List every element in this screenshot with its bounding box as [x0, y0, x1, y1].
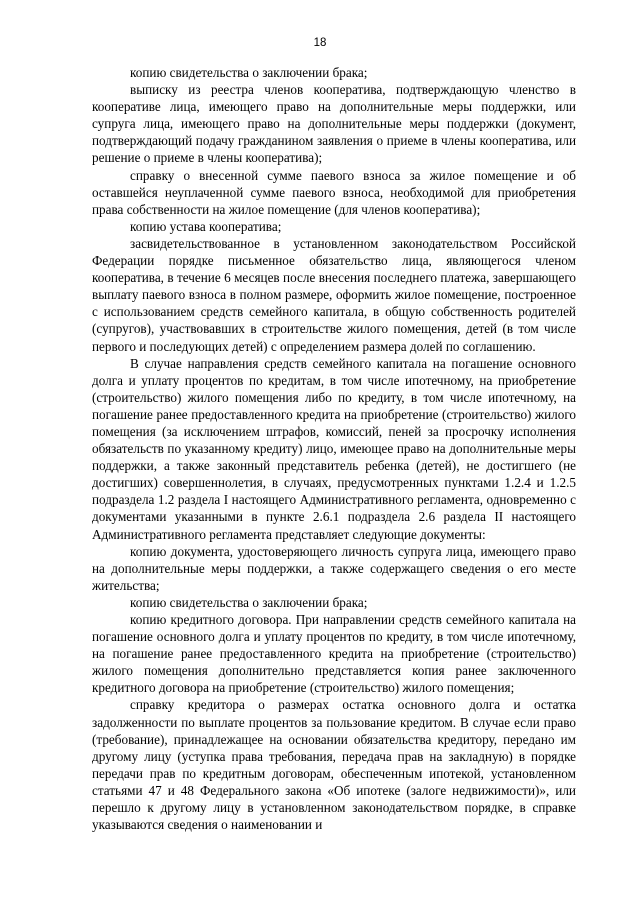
paragraph: В случае направления средств семейного капитала на погашение основного долга и уплату процентов по кредитам, в том числе ипотечному, на приобретение (строительство) жилого помещения либо по кредиту, в том числе ипотечному, на погашение ранее предоставленного кредита на приобретение (строительство) жилого помещения (за исключением штрафов, комиссий, пеней за просрочку исполнения обязательств по указанному кредиту) лицо, имеющее право на дополнительные меры поддержки, а также законный представитель ребенка (детей), не достигшего (не достигших) совершеннолетия, в случаях, предусмотренных пунктами 1.2.4 и 1.2.5 подраздела 1.2 раздела I настоящего Административного регламента, одновременно с документами указанными в пункте 2.6.1 подраздела 2.6 раздела II настоящего Административного регламента представляет следующие документы: [92, 355, 576, 542]
paragraph: справку кредитора о размерах остатка основного долга и остатка задолженности по выплате процентов за пользование кредитом. В случае если право (требование), принадлежащее на основании обязательства кредитору, передано им другому лицу (уступка права требования, передача прав на закладную) в порядке передачи прав по кредитным договорам, обеспеченным ипотекой, установленном статьями 47 и 48 Федерального закона «Об ипотеке (залоге недвижимости)», или перешло к другому лицу в установленном законодательством порядке, в справке указываются сведения о наименовании и [92, 697, 576, 833]
paragraph: справку о внесенной сумме паевого взноса за жилое помещение и об оставшейся неуплаченной сумме паевого взноса, необходимой для приобретения права собственности на жилое помещение (для членов кооператива); [92, 167, 576, 217]
paragraph: копию устава кооператива; [130, 218, 282, 234]
document-body [92, 64, 576, 833]
paragraph: копию свидетельства о заключении брака; [130, 594, 368, 610]
paragraph: выписку из реестра членов кооператива, подтверждающую членство в кооперативе лица, имеющего право на дополнительные меры поддержки, или супруга лица, имеющего право на дополнительные меры поддержки (документ, подтверждающий подачу гражданином заявления о приеме в члены кооператива, или решение о приеме в члены кооператива); [92, 82, 576, 166]
paragraph: копию кредитного договора. При направлении средств семейного капитала на погашение основного долга и уплату процентов по кредиту, в том числе ипотечному, на погашение ранее предоставленного кредита на приобретение (строительство) жилого помещения дополнительно представляется копия ранее заключенного кредитного договора на приобретение (строительство) жилого помещения; [92, 612, 576, 696]
page-number: 18 [313, 37, 327, 49]
paragraph: копию документа, удостоверяющего личность супруга лица, имеющего право на дополнительные меры поддержки, а также содержащего сведения о его месте жительства; [92, 543, 576, 593]
paragraph: копию свидетельства о заключении брака; [130, 65, 368, 80]
paragraph: засвидетельствованное в установленном законодательством Российской Федерации порядке письменное обязательство лица, являющегося членом кооператива, в течение 6 месяцев после внесения последнего платежа, завершающего выплату паевого взноса в полном размере, оформить жилое помещение, построенное с использованием средств семейного капитала, в общую собственность родителей (супругов), участвовавших в строительстве жилого помещения, детей (в том числе первого и последующих детей) с определением размера долей по соглашению. [92, 235, 576, 354]
